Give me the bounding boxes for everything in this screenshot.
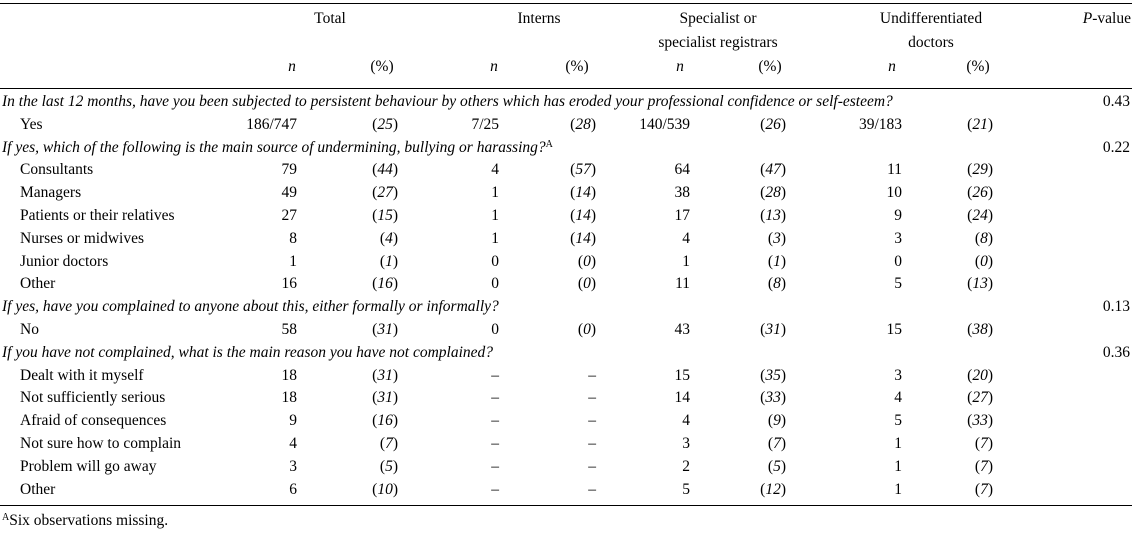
count-cell: 58 (281, 321, 297, 338)
subheader-n: n (490, 58, 498, 75)
count-cell: – (588, 412, 596, 430)
percent-cell: (7) (974, 480, 993, 498)
percent-cell: (14) (570, 229, 596, 247)
p-value: 0.22 (1102, 138, 1130, 156)
percent-cell: (38) (967, 321, 993, 338)
percent-cell: (14) (570, 184, 596, 202)
percent-value: 7 (385, 435, 393, 452)
percent-cell: (5) (379, 457, 398, 475)
percent-value: 4 (385, 229, 393, 247)
p-value: 0.36 (1102, 343, 1130, 361)
question-label: If you have not complained, what is the main reason you have not complained? (2, 343, 494, 361)
percent-cell: (31) (372, 366, 398, 384)
percent-value: 26 (972, 184, 988, 202)
count-cell: 140/539 (639, 115, 690, 133)
count-cell: 8 (289, 229, 297, 247)
percent-cell: (0) (974, 252, 993, 270)
percent-cell: (12) (760, 480, 786, 498)
count-cell: 6 (289, 480, 297, 498)
count-cell: 18 (281, 366, 297, 384)
question-text (2, 92, 893, 112)
col-header-specialist-line2: specialist registrars (658, 34, 778, 51)
subheader-pct: (%) (370, 58, 394, 75)
subheader-n: n (888, 58, 896, 75)
row-label: Not sure how to complain (20, 435, 182, 452)
percent-cell: (7) (974, 435, 993, 452)
row-label: Nurses or midwives (20, 229, 144, 247)
count-cell: 9 (894, 207, 902, 224)
count-cell: 17 (674, 207, 690, 224)
percent-cell: (26) (760, 115, 786, 133)
count-cell: 79 (281, 161, 297, 179)
footnote: $^A$Six observations missing. (2, 512, 169, 529)
row-label: Dealt with it myself (20, 366, 144, 384)
col-header-undiff-line1: Undifferentiated (879, 10, 983, 27)
percent-cell: (28) (570, 115, 596, 133)
count-cell: 1 (491, 184, 499, 202)
subheader-pct: (%) (565, 58, 589, 75)
count-cell: 0 (491, 321, 499, 338)
percent-cell: (1) (379, 252, 398, 270)
footnote-marker: A (545, 138, 553, 150)
count-cell: 4 (289, 435, 297, 452)
count-cell: 1 (491, 207, 499, 224)
percent-value: 8 (773, 275, 781, 293)
percent-value: 35 (765, 366, 781, 384)
count-cell: 1 (894, 435, 902, 452)
count-cell: 9 (289, 412, 297, 430)
percent-value: 47 (765, 161, 781, 179)
col-header-pvalue: P-value (1082, 10, 1131, 27)
percent-value: 16 (377, 275, 393, 293)
count-cell: 4 (491, 161, 499, 179)
count-cell: 3 (894, 229, 902, 247)
percent-value: 10 (377, 480, 393, 498)
count-cell: 3 (289, 457, 297, 475)
row-label: Patients or their relatives (20, 207, 175, 224)
count-cell: 27 (281, 207, 297, 224)
percent-value: 31 (377, 389, 393, 407)
count-cell: 1 (289, 252, 297, 270)
percent-value: 12 (765, 480, 781, 498)
percent-value: 31 (377, 366, 393, 384)
percent-cell: (26) (967, 184, 993, 202)
percent-value: 9 (773, 412, 781, 430)
percent-cell: (16) (372, 412, 398, 430)
count-cell: – (491, 366, 499, 384)
row-label: Other (20, 480, 56, 498)
percent-cell: (44) (372, 161, 398, 179)
count-cell: 4 (682, 412, 690, 430)
count-cell: 3 (894, 366, 902, 384)
row-label: Not sufficiently serious (20, 389, 166, 407)
row-label: Consultants (20, 161, 94, 179)
percent-cell: (57) (570, 161, 596, 179)
percent-cell: (7) (767, 435, 786, 452)
percent-value: 31 (377, 321, 393, 338)
p-value: 0.13 (1102, 298, 1130, 316)
percent-cell: (8) (767, 275, 786, 293)
count-cell: – (491, 435, 499, 452)
percent-value: 20 (972, 366, 988, 384)
percent-value: 13 (765, 207, 781, 224)
subheader-pct: (%) (758, 58, 782, 75)
count-cell: 1 (894, 480, 902, 498)
question-text (2, 138, 553, 158)
row-label: Afraid of consequences (20, 412, 167, 430)
count-cell: 15 (886, 321, 902, 338)
percent-value: 29 (972, 161, 988, 179)
count-cell: 0 (491, 252, 499, 270)
subheader-n: n (288, 58, 296, 75)
percent-cell: (15) (372, 207, 398, 224)
count-cell: – (491, 389, 499, 407)
question-label: If yes, have you complained to anyone about this, either formally or informally? (2, 298, 499, 316)
question-label: If yes, which of the following is the main source of undermining, bullying or harassing? (2, 138, 546, 156)
percent-value: 5 (385, 457, 393, 475)
percent-cell: (35) (760, 366, 786, 384)
col-header-undiff-line2: doctors (908, 34, 954, 51)
percent-cell: (27) (372, 184, 398, 202)
count-cell: 1 (894, 457, 902, 475)
percent-cell: (9) (767, 412, 786, 430)
count-cell: 38 (674, 184, 690, 202)
percent-value: 21 (972, 115, 988, 133)
percent-cell: (31) (372, 389, 398, 407)
count-cell: 16 (281, 275, 297, 293)
percent-cell: (13) (760, 207, 786, 224)
percent-cell: (0) (577, 252, 596, 270)
percent-value: 5 (773, 457, 781, 475)
count-cell: 1 (491, 229, 499, 247)
percent-cell: (47) (760, 161, 786, 179)
percent-cell: (7) (379, 435, 398, 452)
row-label: Yes (20, 115, 43, 133)
row-label: Other (20, 275, 56, 293)
count-cell: 7/25 (471, 115, 499, 133)
count-cell: 14 (674, 389, 690, 407)
count-cell: 18 (281, 389, 297, 407)
percent-cell: (16) (372, 275, 398, 293)
percent-value: 25 (377, 115, 393, 133)
percent-value: 3 (773, 229, 781, 247)
percent-value: 7 (980, 480, 988, 498)
count-cell: 15 (674, 366, 690, 384)
percent-cell: (31) (760, 321, 786, 338)
percent-cell: (0) (577, 275, 596, 293)
count-cell: 39/183 (858, 115, 902, 133)
count-cell: 10 (886, 184, 902, 202)
percent-cell: (7) (974, 457, 993, 475)
percent-cell: (33) (967, 412, 993, 430)
percent-value: 8 (980, 229, 988, 247)
percent-value: 7 (980, 457, 988, 475)
question-text (2, 343, 493, 363)
percent-cell: (1) (767, 252, 786, 270)
count-cell: 5 (894, 275, 902, 293)
percent-value: 33 (765, 389, 781, 407)
col-header-specialist-line1: Specialist or (679, 10, 757, 27)
count-cell: 43 (674, 321, 690, 338)
percent-value: 26 (765, 115, 781, 133)
count-cell: 64 (674, 161, 690, 179)
percent-value: 28 (765, 184, 781, 202)
percent-cell: (0) (577, 321, 596, 338)
percent-value: 1 (385, 252, 393, 270)
count-cell: – (491, 412, 499, 430)
percent-value: 28 (575, 115, 591, 133)
percent-value: 0 (583, 275, 591, 293)
percent-cell: (21) (967, 115, 993, 133)
count-cell: 4 (894, 389, 902, 407)
percent-value: 27 (972, 389, 988, 407)
percent-value: 7 (773, 435, 781, 452)
percent-value: 13 (972, 275, 988, 293)
count-cell: – (588, 389, 596, 407)
percent-value: 0 (980, 252, 988, 270)
percent-value: 24 (972, 207, 988, 224)
percent-value: 27 (377, 184, 393, 202)
percent-cell: (10) (372, 480, 398, 498)
count-cell: – (491, 457, 499, 475)
count-cell: 186/747 (246, 115, 297, 133)
count-cell: – (588, 457, 596, 475)
percent-value: 15 (377, 207, 393, 224)
count-cell: – (588, 480, 596, 498)
subheader-n: n (676, 58, 684, 75)
percent-value: 31 (765, 321, 781, 338)
percent-cell: (20) (967, 366, 993, 384)
percent-cell: (8) (974, 229, 993, 247)
count-cell: – (491, 480, 499, 498)
percent-cell: (27) (967, 389, 993, 407)
count-cell: 49 (281, 184, 297, 202)
count-cell: 0 (491, 275, 499, 293)
percent-value: 44 (377, 161, 393, 179)
percent-cell: (13) (967, 275, 993, 293)
percent-value: 57 (575, 161, 591, 179)
row-label: No (20, 321, 39, 338)
percent-cell: (33) (760, 389, 786, 407)
subheader-pct: (%) (966, 58, 990, 75)
row-label: Junior doctors (20, 252, 109, 270)
table-top-rule (0, 3, 1132, 4)
col-header-total: Total (314, 10, 346, 27)
percent-cell: (31) (372, 321, 398, 338)
count-cell: 4 (682, 229, 690, 247)
percent-cell: (14) (570, 207, 596, 224)
percent-value: 38 (972, 321, 988, 338)
count-cell: 11 (675, 275, 690, 293)
question-label: In the last 12 months, have you been subjected to persistent behaviour by others which has eroded your professional confidence or self-esteem? (2, 93, 893, 110)
percent-value: 16 (377, 412, 393, 430)
col-header-interns: Interns (517, 10, 561, 27)
percent-value: 14 (575, 229, 591, 247)
percent-value: 0 (583, 252, 591, 270)
count-cell: 2 (682, 457, 690, 475)
percent-value: 1 (773, 252, 781, 270)
percent-value: 14 (575, 184, 591, 202)
count-cell: 3 (682, 435, 690, 452)
count-cell: – (588, 435, 596, 452)
percent-cell: (24) (967, 207, 993, 224)
percent-value: 33 (972, 412, 988, 430)
percent-cell: (3) (767, 229, 786, 247)
percent-value: 14 (575, 207, 591, 224)
question-text (2, 297, 499, 317)
count-cell: 11 (887, 161, 902, 179)
percent-value: 0 (583, 321, 591, 338)
percent-value: 7 (980, 435, 988, 452)
count-cell: – (588, 366, 596, 384)
p-value: 0.43 (1102, 93, 1130, 110)
percent-cell: (5) (767, 457, 786, 475)
count-cell: 1 (682, 252, 690, 270)
table-bottom-rule (0, 505, 1132, 506)
count-cell: 0 (894, 252, 902, 270)
header-bottom-rule (0, 88, 1132, 89)
row-label: Managers (20, 184, 82, 202)
percent-cell: (4) (379, 229, 398, 247)
count-cell: 5 (682, 480, 690, 498)
row-label: Problem will go away (20, 457, 157, 475)
percent-cell: (29) (967, 161, 993, 179)
count-cell: 5 (894, 412, 902, 430)
percent-cell: (25) (372, 115, 398, 133)
percent-cell: (28) (760, 184, 786, 202)
